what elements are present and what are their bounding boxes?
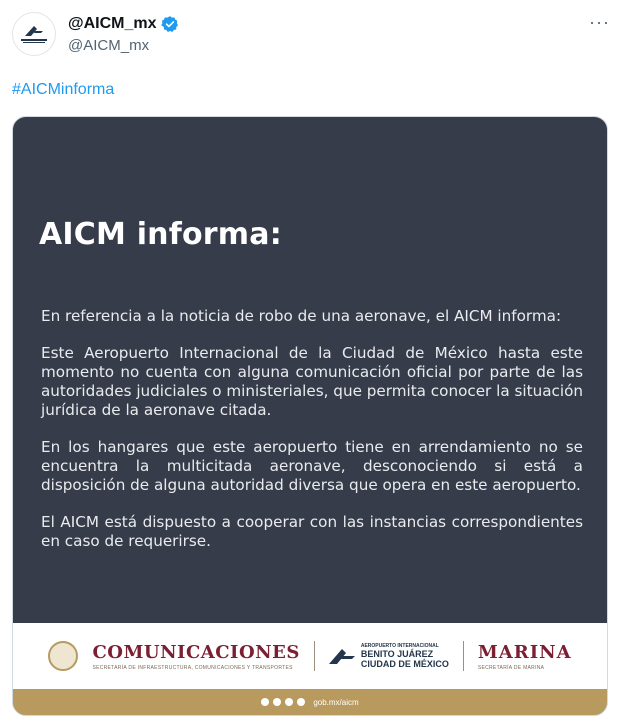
aicm-line3: CIUDAD DE MÉXICO xyxy=(360,659,449,669)
paragraph: Este Aeropuerto Internacional de la Ciudad de México hasta este momento no cuenta con alguna comunicación oficial por parte de las autoridades judiciales o ministeriales, que permita conocer la situación jurídica de la aeronave citada. xyxy=(41,344,583,419)
website-label: gob.mx/aicm xyxy=(313,697,359,707)
hashtag-link[interactable]: #AICMinforma xyxy=(12,81,115,98)
instagram-icon xyxy=(285,698,293,706)
paragraph: En los hangares que este aeropuerto tiene en arrendamiento no se encuentra la multicitada aeronave, desconociendo si está a disposición de alguna autoridad diversa que opera en este aeropuerto. xyxy=(41,438,583,494)
aicm-plane-icon xyxy=(329,647,355,665)
comunicaciones-logo: COMUNICACIONES xyxy=(92,641,300,663)
aicm-line2: BENITO JUÁREZ xyxy=(360,649,434,659)
handle[interactable]: @AICM_mx xyxy=(68,37,150,54)
aicm-logo xyxy=(329,643,449,669)
tweet-header xyxy=(12,12,616,68)
card-body xyxy=(41,307,583,569)
mexico-seal-icon xyxy=(48,641,78,671)
marina-logo: MARINA xyxy=(477,641,572,663)
media-card[interactable] xyxy=(12,116,608,716)
more-horizontal-icon[interactable]: ··· xyxy=(589,12,610,32)
display-name[interactable]: @AICM_mx xyxy=(68,15,157,32)
facebook-icon xyxy=(261,698,269,706)
card-title: AICM informa: xyxy=(39,217,282,252)
divider xyxy=(314,641,315,671)
divider xyxy=(463,641,464,671)
paragraph: En referencia a la noticia de robo de una aeronave, el AICM informa: xyxy=(41,307,562,325)
social-strip xyxy=(13,689,607,715)
aicm-logo-icon xyxy=(18,19,50,49)
aicm-line1: AEROPUERTO INTERNACIONAL xyxy=(360,643,439,649)
paragraph: El AICM está dispuesto a cooperar con las instancias correspondientes en caso de requerirse. xyxy=(41,513,583,550)
comunicaciones-sub: SECRETARÍA DE INFRAESTRUCTURA, COMUNICACIONES Y TRANSPORTES xyxy=(92,664,293,671)
twitter-icon xyxy=(273,698,281,706)
verified-badge-icon xyxy=(161,15,179,33)
card-footer xyxy=(13,623,607,715)
marina-sub: SECRETARÍA DE MARINA xyxy=(477,664,545,671)
avatar[interactable] xyxy=(12,12,56,56)
youtube-icon xyxy=(297,698,305,706)
